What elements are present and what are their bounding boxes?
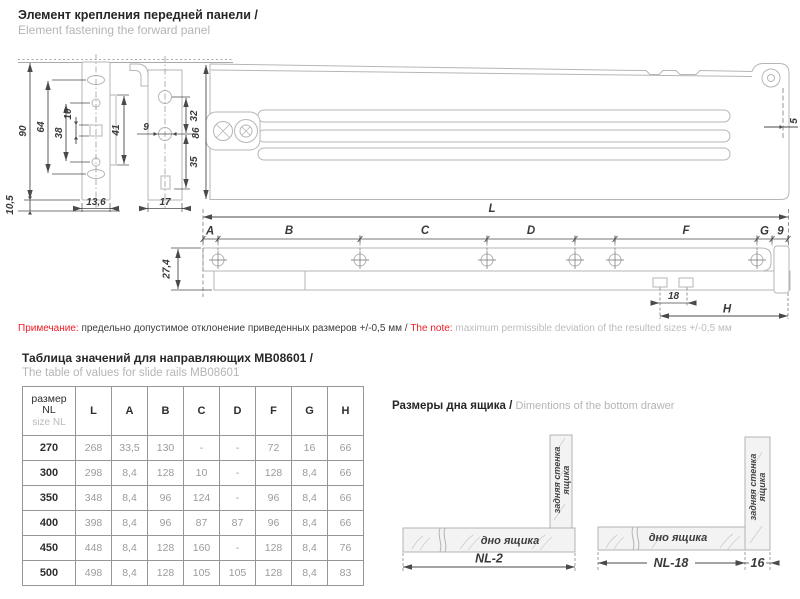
page-header [18,7,258,39]
dim-86: 86 [191,127,202,139]
table-cell: 298 [75,460,111,485]
dim-35: 35 [189,156,200,168]
table-cell: 105 [219,560,255,585]
size-cell: 500 [23,560,75,585]
table-cell: 8,4 [291,535,327,560]
rail-plan-view [203,246,790,293]
dim-13-6: 13,6 [86,197,106,208]
page-title-en: Element fastening the forward panel [18,23,211,38]
dim-rail-edge: 5 [789,118,800,124]
dim-L: L [488,203,496,215]
values-table [22,386,364,586]
table-cell: 398 [75,510,111,535]
note-label-en: The note: [410,323,453,334]
drawer-title-en: Dimentions of the bottom drawer [515,400,675,412]
table-cell: 348 [75,485,111,510]
table-cell: 76 [327,535,363,560]
table-cell: - [219,460,255,485]
table-cell: 130 [147,435,183,460]
table-cell: 8,4 [111,510,147,535]
table-cell: 8,4 [111,535,147,560]
table-cell: 87 [183,510,219,535]
table-cell: 8,4 [291,560,327,585]
table-cell: 268 [75,435,111,460]
bottom-board-label: дно ящика [648,532,708,544]
col-header-L: L [75,387,111,435]
table-row [23,435,363,460]
table-cell: 96 [255,485,291,510]
drawer-section-title [392,400,674,412]
table-cell: - [183,435,219,460]
size-header-en: size NL [32,417,66,429]
size-header-cell [23,387,75,435]
table-cell: 448 [75,535,111,560]
table-cell: 8,4 [291,510,327,535]
col-header-A: A [111,387,147,435]
dim-G: G [760,225,769,238]
table-cell: 105 [183,560,219,585]
back-wall-label-line1: задняя стенка [552,446,562,514]
back-wall-label-line2: ящика [757,472,767,502]
table-cell: 96 [147,485,183,510]
dim-16: 16 [750,556,765,570]
table-cell: 66 [327,485,363,510]
col-header-F: F [255,387,291,435]
table-cell: 498 [75,560,111,585]
diagram-nl2 [403,435,575,572]
table-cell: - [219,535,255,560]
size-cell: 450 [23,535,75,560]
table-section-title [22,350,313,382]
note-text-ru: предельно допустимое отклонение приведенных размеров +/-0,5 мм / [81,323,408,334]
table-cell: 128 [147,460,183,485]
dim-27-4: 27,4 [161,259,173,279]
dim-38: 38 [54,127,65,139]
back-wall-label-line1: задняя стенка [748,453,758,521]
table-cell: 160 [183,535,219,560]
dim-41: 41 [111,124,122,136]
table-cell: 128 [255,535,291,560]
dim-B: B [284,225,294,237]
table-cell: 128 [255,560,291,585]
dim-10-5: 10,5 [5,195,16,215]
table-cell: - [219,485,255,510]
page-title-ru: Элемент крепления передней панели / [18,8,258,22]
size-cell: 270 [23,435,75,460]
drawer-title-ru: Размеры дна ящика / [392,400,513,412]
dim-nl18: NL-18 [653,556,689,570]
table-row [23,560,363,585]
table-cell: 128 [147,560,183,585]
rail-side-view [206,64,789,200]
dim-18: 18 [667,291,680,302]
table-cell: 8,4 [111,485,147,510]
note-label-ru: Примечание: [18,323,79,334]
technical-drawings [0,50,800,322]
tolerance-note [18,323,732,334]
table-header-row [23,387,363,435]
dim-9-plan: 9 [777,225,784,238]
table-cell: 8,4 [111,460,147,485]
dim-A: A [205,225,215,238]
table-cell: 66 [327,435,363,460]
table-row [23,510,363,535]
dim-9-side: 9 [143,122,149,133]
table-row [23,485,363,510]
bottom-board-label: дно ящика [480,535,540,547]
dim-64: 64 [36,121,47,133]
bracket-side-view [130,56,182,208]
table-cell: 66 [327,460,363,485]
table-cell: 96 [147,510,183,535]
diagram-nl18 [598,437,778,571]
table-cell: 8,4 [111,560,147,585]
table-title-ru: Таблица значений для направляющих MB08601 / [22,351,313,365]
dim-C: C [420,225,430,237]
dim-F: F [682,225,690,237]
dim-D: D [526,225,536,237]
table-cell: 8,4 [291,485,327,510]
col-header-B: B [147,387,183,435]
table-cell: 128 [255,460,291,485]
table-row [23,535,363,560]
table-cell: 83 [327,560,363,585]
table-cell: - [219,435,255,460]
table-row [23,460,363,485]
table-title-en: The table of values for slide rails MB08601 [22,367,240,380]
size-cell: 400 [23,510,75,535]
table-cell: 66 [327,510,363,535]
back-wall-label-line2: ящика [561,465,571,495]
size-cell: 300 [23,460,75,485]
note-text-en: maximum permissible deviation of the resulted sizes +/-0,5 мм [455,323,732,334]
size-cell: 350 [23,485,75,510]
table-cell: 10 [183,460,219,485]
col-header-D: D [219,387,255,435]
col-header-G: G [291,387,327,435]
dim-10: 10 [63,108,74,120]
dim-32: 32 [189,110,200,122]
table-cell: 124 [183,485,219,510]
col-header-C: C [183,387,219,435]
table-cell: 87 [219,510,255,535]
table-cell: 8,4 [291,460,327,485]
wall-hatch-line [18,60,233,63]
dim-90: 90 [18,125,29,137]
size-header-ru: размер NL [31,392,67,417]
dim-nl2: NL-2 [475,551,503,566]
table-cell: 72 [255,435,291,460]
dim-17: 17 [159,197,171,208]
table-cell: 128 [147,535,183,560]
table-cell: 96 [255,510,291,535]
table-cell: 33,5 [111,435,147,460]
dim-H: H [722,303,732,316]
table-cell: 16 [291,435,327,460]
drawer-bottom-diagrams [390,423,800,593]
col-header-H: H [327,387,363,435]
